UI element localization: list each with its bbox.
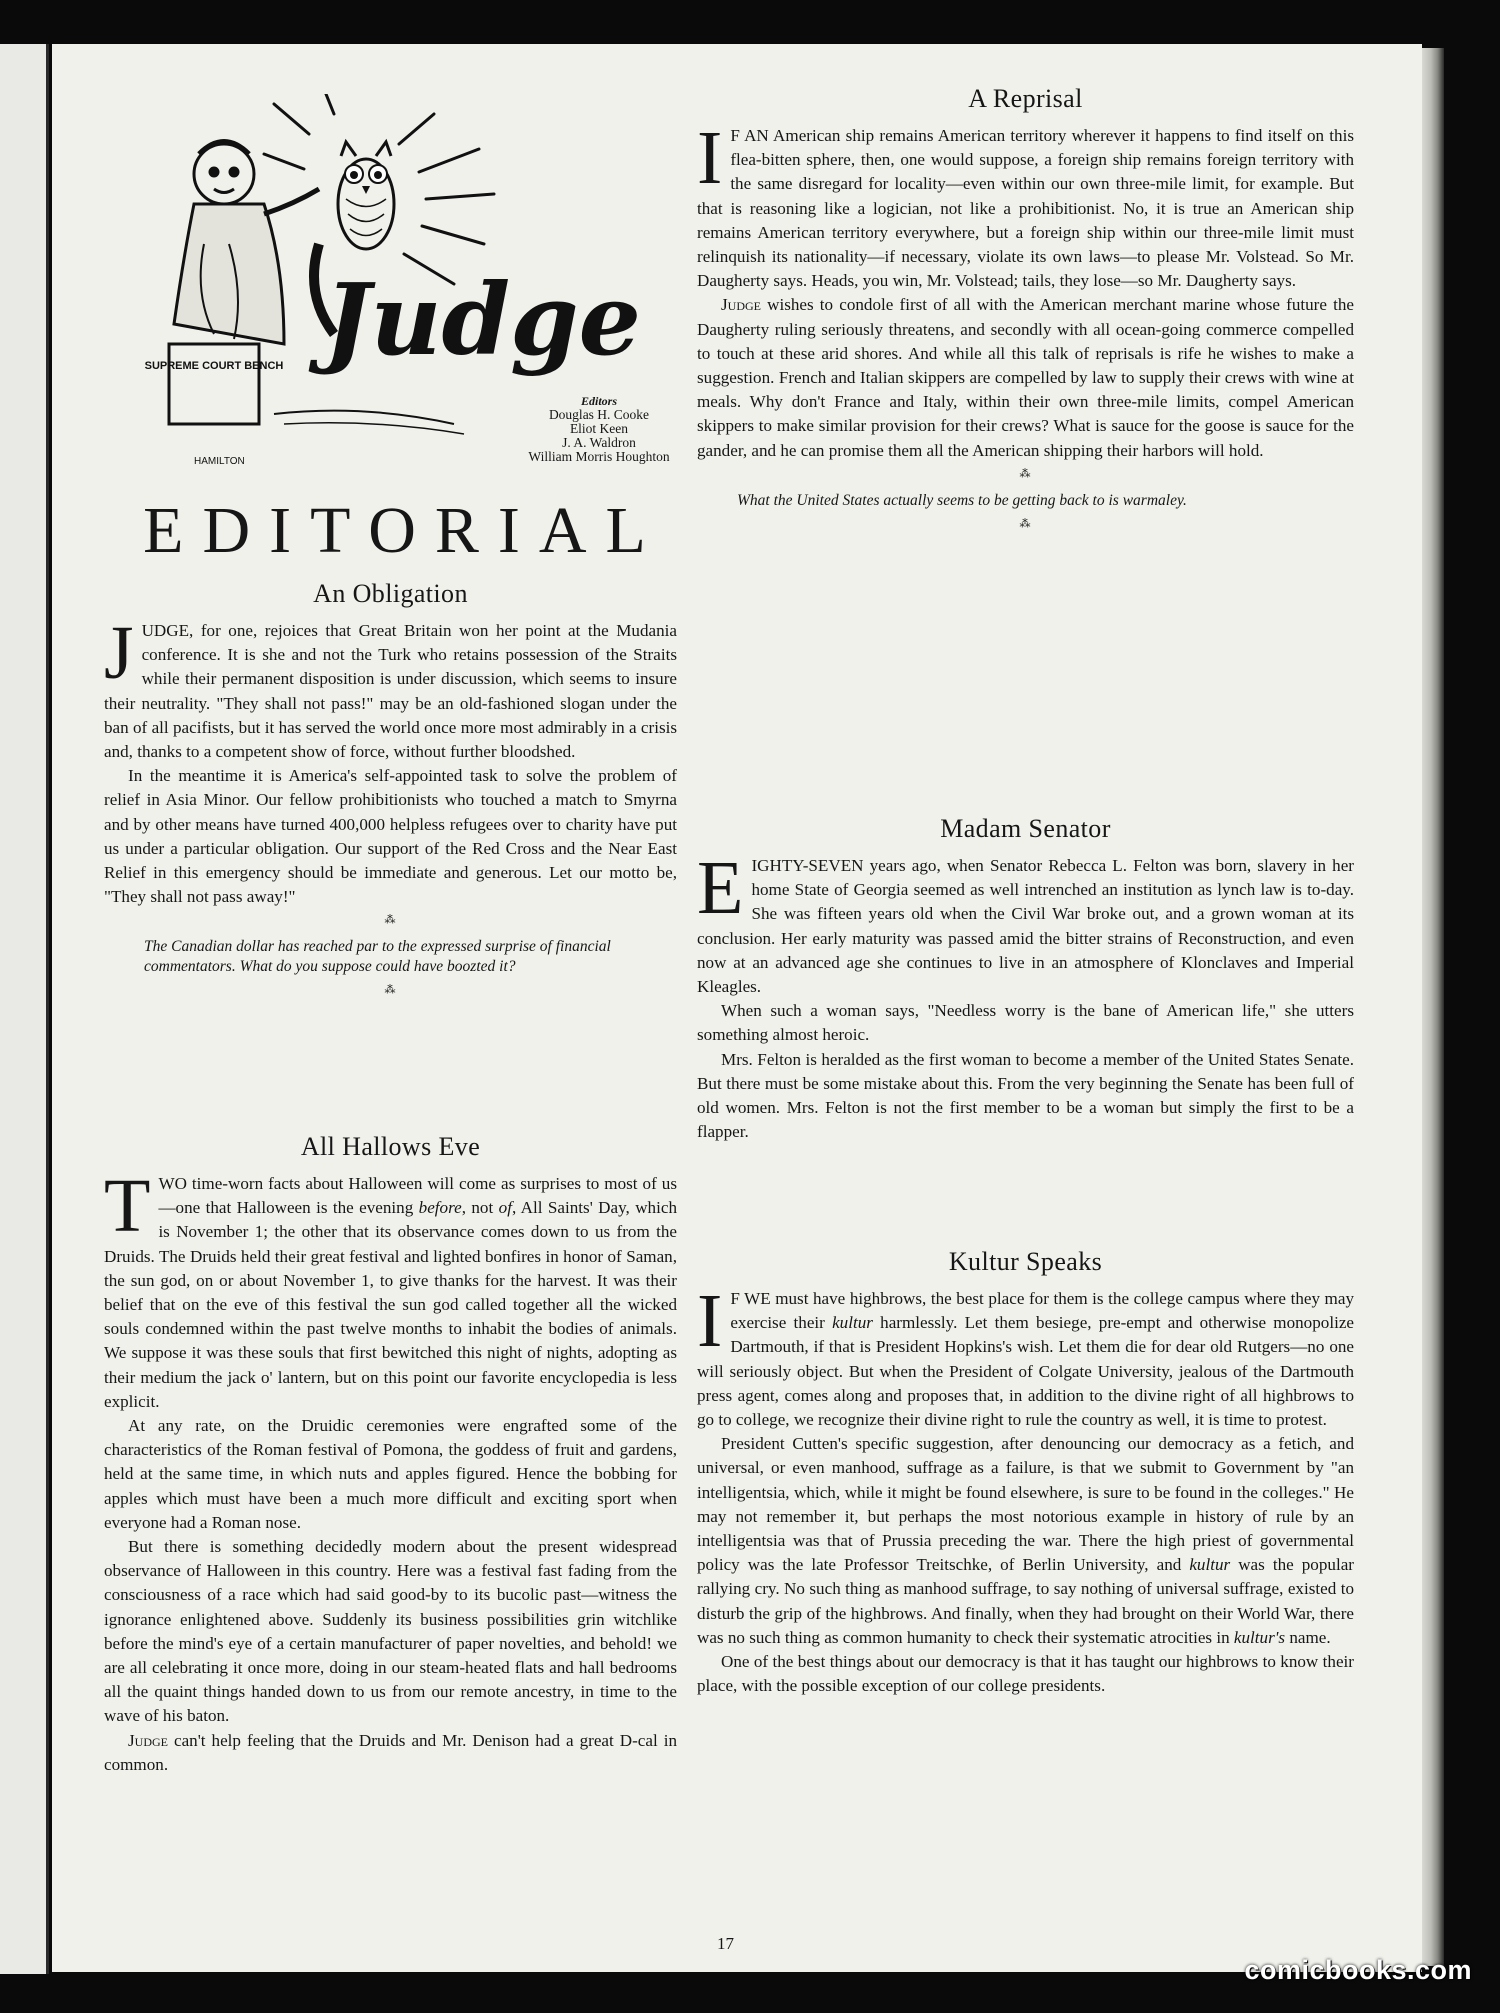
artist-signature: HAMILTON xyxy=(194,456,245,467)
section-separator: ⁂ xyxy=(1019,467,1032,480)
site-watermark: comicbooks.com xyxy=(1244,1955,1472,1985)
page-number: 17 xyxy=(717,1934,734,1953)
article-paragraph: Judge wishes to condole first of all with the American merchant marine whose future the Daugherty ruling seriously threatens, and secondly with all ocean-going commerce compelled to touch at these arid shores. And while all this talk of reprisals is rife he wishes to make a suggestion. French and Italian skippers are compelled by law to supply their crews with wine at meals. Why don't France and Italy, within their own three-mile limits, compel American skippers to make similar provision for their crews? What is sauce for the goose is sauce for the gander, and he can promise them all the American shipping their harbors will hold. xyxy=(697,295,1354,460)
article-paragraph: When such a woman says, "Needless worry is the bane of American life," she utters something almost heroic. xyxy=(697,1001,1354,1045)
article-title: An Obligation xyxy=(313,579,468,608)
owl-icon xyxy=(338,142,394,249)
article-paragraph: Mrs. Felton is heralded as the first woman to become a member of the United States Senate. But there must be some mistake about this. From the very beginning the Senate has been full of old women. Mrs. Felton is not the first member to be a woman but simply the first to be a flapper. xyxy=(697,1049,1354,1142)
editorial-heading: EDITORIAL xyxy=(143,494,665,567)
section-separator: ⁂ xyxy=(384,984,397,997)
article-paragraph: I F AN American ship remains American territory wherever it happens to find itself on this flea-bitten sphere, then, one would suppose, a foreign ship remains foreign territory with the same disregard for locality—even within our own three-mile limit, for example. But that is reasoning like a logician, not like a prohibitionist. No, it is true an American ship remains American territory everywhere, but a foreign ship within our three-mile limit must relinquish its nationality—if necessary, violate its own laws—to please Mr. Volstead. So Mr. Daugherty says. Heads, you win, Mr. Volstead; tails, they lose—so Mr. Daugherty says. xyxy=(697,116,1354,291)
drop-cap: E xyxy=(697,846,744,930)
editor-name: William Morris Houghton xyxy=(528,449,670,464)
editors-credit xyxy=(514,394,684,464)
article-title: Madam Senator xyxy=(940,814,1111,843)
bench-label: SUPREME COURT BENCH xyxy=(144,360,284,372)
article-title: Kultur Speaks xyxy=(948,1247,1103,1276)
adjacent-page-edge xyxy=(0,44,49,1974)
drop-cap: J xyxy=(104,611,134,695)
section-separator: ⁂ xyxy=(1019,517,1032,530)
article-paragraph: EIGHTY-SEVEN years ago, when Senator Rebecca L. Felton was born, slavery in her home State of Georgia seemed as well intrenched an institution as lynch law is to-day. She was fifteen years old when the Civil War broke out, and a grown woman at its conclusion. Her early maturity was passed amid the bitter strains of Reconstruction, and even now at an advanced age she continues to live in an atmosphere of Klonclaves and Imperial Kleagles. xyxy=(697,846,1354,997)
page-binding-edge xyxy=(1422,48,1444,1966)
article-title: All Hallows Eve xyxy=(300,1132,481,1161)
article-paragraph: I F WE must have highbrows, the best place for them is the college campus where they may exercise their kultur harmlessly. Let them besiege, pre-empt and otherwise monopolize Dartmouth, if that is President Hopkins's wish. Let them die for dear old Rutgers—no one will seriously object. But when the President of Colgate University, jealous of the Dartmouth press agent, comes along and proposes that, in addition to the divine right of all highbrows to go to college, we recognize their divine right to rule the country as well, it is time to protest. xyxy=(697,1279,1354,1430)
drop-cap: T xyxy=(104,1164,151,1248)
section-separator: ⁂ xyxy=(384,914,397,927)
article-title: A Reprisal xyxy=(968,84,1083,113)
quip-text: The Canadian dollar has reached par to the expressed surprise of financial commentators. What do you suppose could have boozted it? xyxy=(144,938,611,976)
article-an-obligation xyxy=(104,579,677,1007)
judge-masthead xyxy=(104,94,677,474)
editor-name: Eliot Keen xyxy=(569,421,629,436)
editor-name: J. A. Waldron xyxy=(562,435,636,450)
drop-cap: I xyxy=(697,1279,723,1363)
judge-caricature-icon xyxy=(174,142,319,345)
supreme-court-bench-icon xyxy=(145,344,284,424)
article-paragraph: President Cutten's specific suggestion, after denouncing our democracy as a fetich, and universal, or even manhood, suffrage as a failure, is that we submit to Government by "an intelligentsia, which, while it might be found elsewhere, is sure to be found in the colleges." He may not remember it, but perhaps the most notorious example in history of rule by an intelligentsia was that of Prussia preceding the war. There the high priest of governmental policy was the late Professor Treitschke, of Berlin University, and kultur was the popular rallying cry. No such thing as manhood suffrage, to say nothing of universal suffrage, existed to disturb the grip of the highbrows. And finally, when they had brought on their World War, there was no such thing as common humanity to check their systematic atrocities in kultur's name. xyxy=(697,1434,1354,1647)
article-a-reprisal xyxy=(697,84,1354,541)
editor-name: Douglas H. Cooke xyxy=(548,407,650,422)
judge-logo-text: Judge xyxy=(324,263,642,378)
article-paragraph: One of the best things about our democracy is that it has taught our highbrows to know their place, with the possible exception of our college presidents. xyxy=(697,1652,1354,1696)
article-paragraph: At any rate, on the Druidic ceremonies were engrafted some of the characteristics of the Roman festival of Pomona, the goddess of fruit and gardens, held at the same time, in which nuts and apples figured. Hence the bobbing for apples which must have been a much more difficult and exciting sport when everyone had a Roman nose. xyxy=(104,1416,677,1532)
article-paragraph: TWO time-worn facts about Halloween will come as surprises to most of us—one that Halloween is the evening before, not of, All Saints' Day, which is November 1; the other that its observance comes down to us from the Druids. The Druids held their great festival and lighted bonfires in honor of Saman, the sun god, on or about November 1, to give thanks for the harvest. It was their belief that on the eve of this festival the sun god called together all the wicked souls condemned within the past twelve months to inhabit the bodies of animals. We suppose it was these souls that first bewitched this night of nights, adopting as their medium the jack o' lantern, but on this point our favorite encyclopedia is less explicit. xyxy=(104,1164,677,1411)
article-paragraph: Judge can't help feeling that the Druids and Mr. Denison had a great D-cal in common. xyxy=(104,1730,677,1774)
quip-text: What the United States actually seems to be getting back to is warmaley. xyxy=(737,491,1187,509)
article-all-hallows-eve xyxy=(104,1132,677,1777)
article-madam-senator xyxy=(697,814,1354,1144)
article-kultur-speaks xyxy=(697,1247,1354,1698)
drop-cap: I xyxy=(697,116,723,200)
editors-label: Editors xyxy=(580,394,617,408)
magazine-page xyxy=(52,44,1422,1972)
article-paragraph: In the meantime it is America's self-appointed task to solve the problem of relief in Asia Minor. Our fellow prohibitionists who touched a match to Smyrna and by other means have turned 400,000 helpless refugees over to charity have put us under a particular obligation. Our support of the Red Cross and the Near East Relief in this emergency should be immediate and generous. Let our motto be, "They shall not pass away!" xyxy=(104,766,677,907)
article-paragraph: JUDGE, for one, rejoices that Great Britain won her point at the Mudania conference. It is she and not the Turk who retains possession of the Straits while their permanent disposition is under discussion, which seems to insure their neutrality. "They shall not pass!" may be an old-fashioned slogan under the ban of all pacifists, but it has served the world once more most admirably in a crisis and, thanks to a competent show of force, without further bloodshed. xyxy=(104,611,677,762)
article-paragraph: But there is something decidedly modern about the present widespread observance of Halloween in this country. Here was a festival fast fading from the consciousness of a race which had said good-by to its bucolic past—witness the ignorance enlightened above. Suddenly its business possibilities grin witchlike before the mind's eye of a certain manufacturer of paper novelties, and behold! we are all celebrating it once more, doing in our steam-heated flats and hall bedrooms all the quaint things handed down to us from our remote ancestry, in time to the wave of his baton. xyxy=(104,1537,677,1726)
